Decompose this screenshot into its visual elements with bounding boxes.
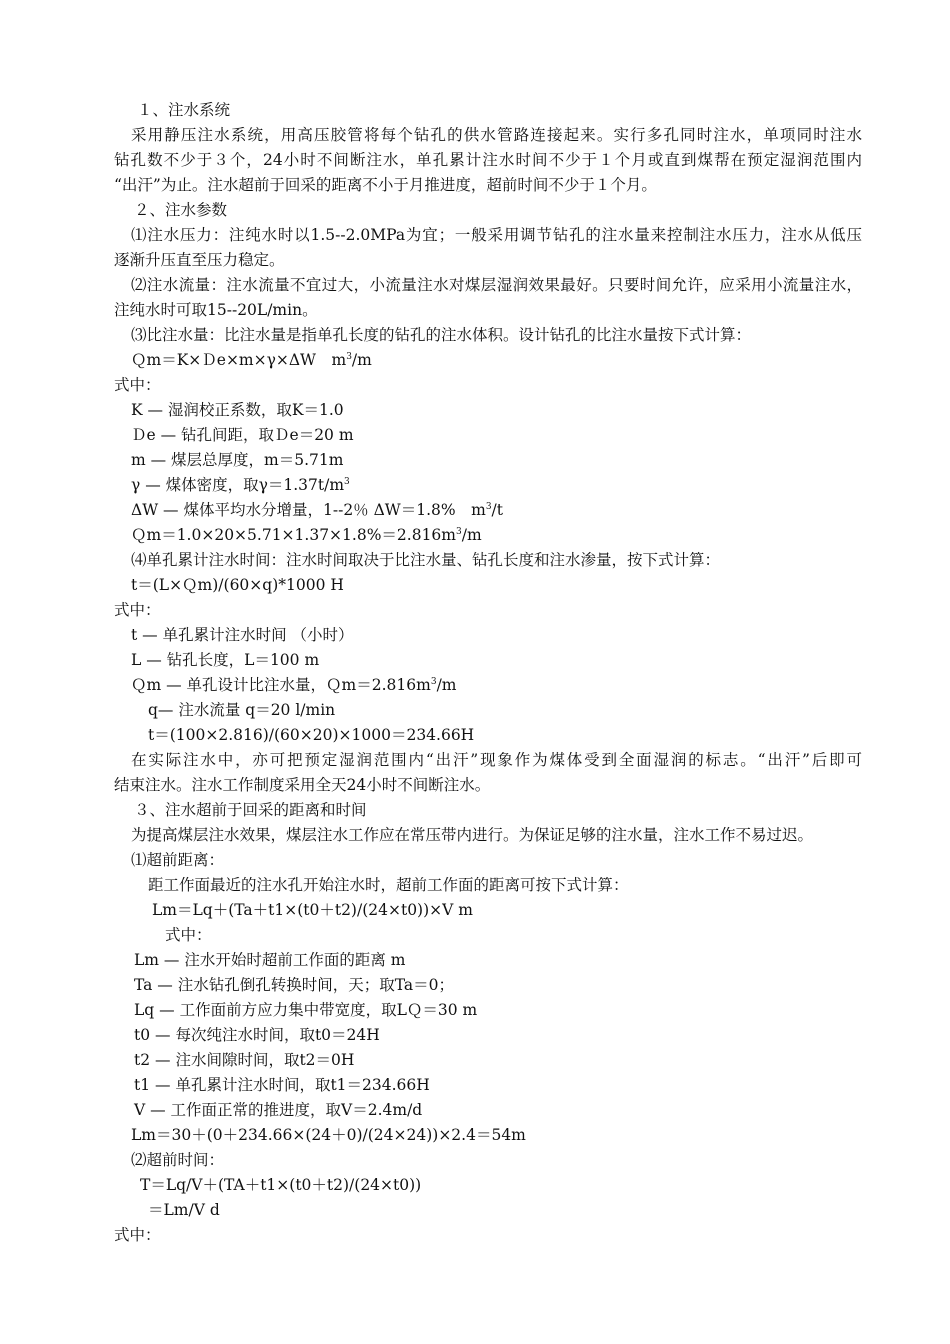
paragraph-line: 注纯水时可取15--20L/min。 bbox=[114, 301, 318, 319]
paragraph-line: 为提高煤层注水效果，煤层注水工作应在常压带内进行。为保证足够的注水量，注水工作不易过迟。 bbox=[131, 826, 814, 844]
variable-line: t2 — 注水间隙时间，取t2＝0H bbox=[134, 1051, 355, 1069]
formula-line: T＝Lq/V＋(TA＋t1×(t0＋t2)/(24×t0)) bbox=[140, 1176, 422, 1194]
variable-line: q— 注水流量 q＝20 l/min bbox=[148, 701, 336, 719]
variable-line: L — 钻孔长度，L＝100 m bbox=[131, 651, 320, 669]
variable-line: Ta — 注水钻孔倒孔转换时间，天；取Ta＝0； bbox=[134, 976, 454, 994]
section-heading-2: ２、注水参数 bbox=[134, 201, 228, 219]
paragraph-line: 采用静压注水系统，用高压胶管将每个钻孔的供水管路连接起来。实行多孔同时注水，单项同时注水 bbox=[131, 126, 862, 144]
variable-line: K — 湿润校正系数，取K＝1.0 bbox=[131, 401, 344, 419]
variable-line: t0 — 每次纯注水时间，取t0＝24H bbox=[134, 1026, 380, 1044]
formula-line: $Qm=1.0\times 20\times 5.71\times 1.37\times 1.8\%=2.816m^3/m$ bbox=[131, 526, 482, 544]
paragraph-line: ⑶比注水量：比注水量是指单孔长度的钻孔的注水体积。设计钻孔的比注水量按下式计算： bbox=[131, 326, 752, 344]
variable-line: Lq — 工作面前方应力集中带宽度，取LＱ＝30 m bbox=[134, 1001, 478, 1019]
variable-line: ΔW — 煤体平均水分增量，1--2％ ΔW＝1.8% $m^3/t$ bbox=[131, 501, 503, 519]
formula-line: Lm＝30＋(0＋234.66×(24＋0)/(24×24))×2.4＝54m bbox=[131, 1126, 526, 1144]
where-label: 式中： bbox=[165, 926, 212, 944]
section-heading-1: １、注水系统 bbox=[137, 101, 231, 119]
variable-line: V — 工作面正常的推进度，取V＝2.4m/d bbox=[134, 1101, 423, 1119]
subheading: ⑴超前距离： bbox=[131, 851, 225, 869]
paragraph-line: ⑵注水流量：注水流量不宜过大，小流量注水对煤层湿润效果最好。只要时间允许，应采用小流量注水， bbox=[131, 276, 862, 294]
where-label: 式中： bbox=[114, 376, 161, 394]
paragraph-line: 结束注水。注水工作制度采用全天24小时不间断注水。 bbox=[114, 776, 491, 794]
variable-line: Lm — 注水开始时超前工作面的距离 m bbox=[134, 951, 406, 969]
where-label: 式中： bbox=[114, 601, 161, 619]
paragraph-line: ⑴注水压力：注纯水时以1.5--2.0MPa为宜；一般采用调节钻孔的注水量来控制注水压力，注水从低压 bbox=[131, 226, 862, 244]
variable-line: Ｑm — 单孔设计比注水量，$Qm=2.816m^3/m$ bbox=[131, 676, 457, 694]
paragraph-line: 钻孔数不少于３个，24小时不间断注水，单孔累计注水时间不少于１个月或直到煤帮在预定湿润范围内 bbox=[114, 151, 862, 169]
variable-line: γ — 煤体密度，取$\gamma=1.37t/m^3$ bbox=[131, 476, 350, 494]
paragraph-line: ⑷单孔累计注水时间：注水时间取决于比注水量、钻孔长度和注水渗量，按下式计算： bbox=[131, 551, 721, 569]
paragraph-line: 在实际注水中，亦可把预定湿润范围内“出汗”现象作为煤体受到全面湿润的标志。“出汗”后即可 bbox=[131, 751, 862, 769]
variable-line: t — 单孔累计注水时间 （小时） bbox=[131, 626, 354, 644]
formula-line: Ｑm＝K×Ｄe×m×γ×ΔW $m^3/m$ bbox=[131, 351, 372, 369]
formula-line: ＝Lm/V d bbox=[148, 1201, 220, 1219]
paragraph-line: 距工作面最近的注水孔开始注水时，超前工作面的距离可按下式计算： bbox=[148, 876, 629, 894]
formula-line: t＝(100×2.816)/(60×20)×1000＝234.66H bbox=[148, 726, 475, 744]
paragraph-line: 逐渐升压直至压力稳定。 bbox=[114, 251, 285, 269]
where-label: 式中： bbox=[114, 1226, 161, 1244]
variable-line: m — 煤层总厚度，m＝5.71m bbox=[131, 451, 344, 469]
formula-line: t＝(L×Ｑm)/(60×q)*1000 H bbox=[131, 576, 344, 594]
section-heading-3: ３、注水超前于回采的距离和时间 bbox=[134, 801, 367, 819]
variable-line: Ｄe — 钻孔间距，取Ｄe＝20 m bbox=[131, 426, 354, 444]
formula-line: Lm＝Lq＋(Ta＋t1×(t0＋t2)/(24×t0))×V m bbox=[152, 901, 473, 919]
subheading: ⑵超前时间： bbox=[131, 1151, 225, 1169]
paragraph-line: “出汗”为止。注水超前于回采的距离不小于月推进度，超前时间不少于１个月。 bbox=[114, 176, 657, 194]
variable-line: t1 — 单孔累计注水时间，取t1＝234.66H bbox=[134, 1076, 430, 1094]
